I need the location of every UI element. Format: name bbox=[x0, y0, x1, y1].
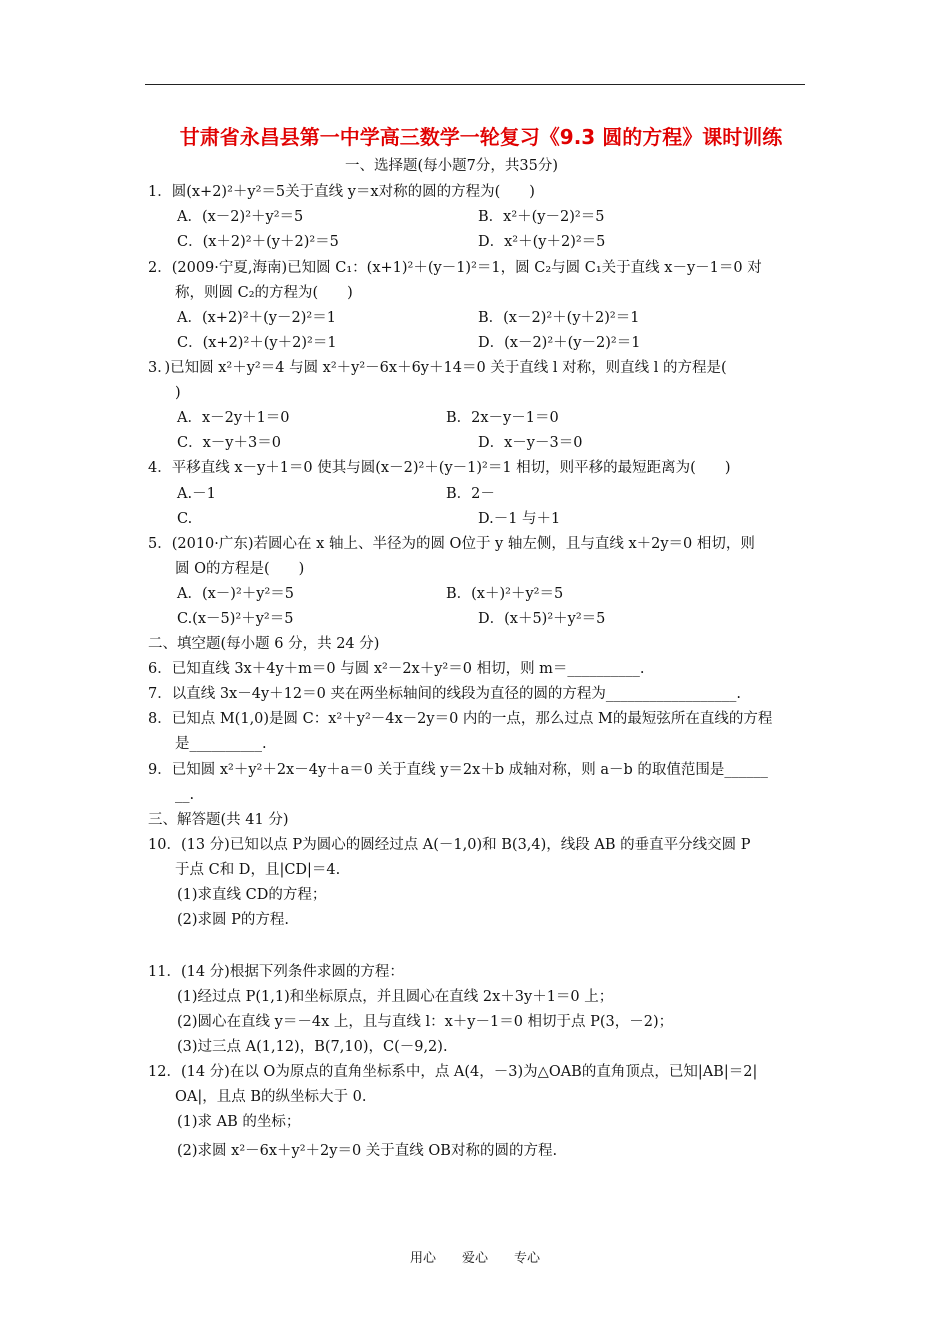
text-line: D．(x＋5)²＋y²＝5 bbox=[478, 611, 606, 627]
text-line: 12．(14 分)在以 O为原点的直角坐标系中，点 A(4，－3)为△OAB的直角顶点，已知|AB|＝2| bbox=[148, 1064, 758, 1080]
text-line: C. bbox=[177, 511, 193, 527]
text-line: 于点 C和 D，且|CD|＝4. bbox=[175, 862, 341, 878]
header-rule bbox=[145, 84, 805, 85]
text-line: D．x－y－3＝0 bbox=[478, 435, 583, 451]
text-line: 4．平移直线 x－y＋1＝0 使其与圆(x－2)²＋(y－1)²＝1 相切，则平移的最短距离为( ) bbox=[148, 460, 731, 476]
text-line: D．x²＋(y＋2)²＝5 bbox=[478, 234, 606, 250]
text-line: B．2－ bbox=[446, 486, 495, 502]
text-line: (1)求直线 CD的方程； bbox=[177, 887, 327, 903]
text-line: A．(x－)²＋y²＝5 bbox=[177, 586, 295, 602]
text-line: D．(x－2)²＋(y－2)²＝1 bbox=[478, 335, 641, 351]
text-line: ) bbox=[175, 385, 181, 401]
text-line: A．x－2y＋1＝0 bbox=[177, 410, 290, 426]
page-footer: 用心 爱心 专心 bbox=[409, 1251, 540, 1266]
text-line: (3)过三点 A(1,12)，B(7,10)，C(－9,2). bbox=[177, 1039, 448, 1055]
text-line: (2)求圆 P的方程. bbox=[177, 912, 290, 928]
text-line: 一、选择题(每小题7分，共35分) bbox=[345, 158, 558, 174]
text-line: B．2x－y－1＝0 bbox=[446, 410, 559, 426]
text-line: 称，则圆 C₂的方程为( ) bbox=[175, 285, 353, 301]
text-line: (2)求圆 x²－6x＋y²＋2y＝0 关于直线 OB对称的圆的方程. bbox=[177, 1143, 558, 1159]
text-line: __. bbox=[175, 787, 195, 803]
text-line: 圆 O的方程是( ) bbox=[175, 561, 305, 577]
text-line: A．(x+2)²＋(y－2)²＝1 bbox=[177, 310, 336, 326]
text-line: 3．)已知圆 x²＋y²＝4 与圆 x²＋y²－6x＋6y＋14＝0 关于直线 l 对称，则直线 l 的方程是( bbox=[148, 360, 727, 376]
text-line: (2)圆心在直线 y＝－4x 上，且与直线 l：x＋y－1＝0 相切于点 P(3，－2)； bbox=[177, 1014, 674, 1030]
text-line: 10．(13 分)已知以点 P为圆心的圆经过点 A(－1,0)和 B(3,4)，线段 AB 的垂直平分线交圆 P bbox=[148, 837, 751, 853]
text-line: OA|，且点 B的纵坐标大于 0. bbox=[175, 1089, 367, 1105]
text-line: A.－1 bbox=[177, 486, 216, 502]
text-line: 三、解答题(共 41 分) bbox=[148, 812, 289, 828]
text-line: C．(x＋2)²＋(y＋2)²＝5 bbox=[177, 234, 339, 250]
text-line: (1)经过点 P(1,1)和坐标原点，并且圆心在直线 2x＋3y＋1＝0 上； bbox=[177, 989, 614, 1005]
text-line: 6．已知直线 3x＋4y＋m＝0 与圆 x²－2x＋y²＝0 相切，则 m＝__________. bbox=[148, 661, 645, 677]
text-line: B．x²＋(y－2)²＝5 bbox=[478, 209, 605, 225]
text-line: B．(x－2)²＋(y＋2)²＝1 bbox=[478, 310, 640, 326]
text-line: (1)求 AB 的坐标； bbox=[177, 1114, 301, 1130]
text-line: C.(x－5)²＋y²＝5 bbox=[177, 611, 294, 627]
text-line: 二、填空题(每小题 6 分，共 24 分) bbox=[148, 636, 380, 652]
text-line: 1．圆(x+2)²＋y²＝5关于直线 y＝x对称的圆的方程为( ) bbox=[148, 184, 535, 200]
document-title: 甘肃省永昌县第一中学高三数学一轮复习《9.3 圆的方程》课时训练 bbox=[179, 125, 783, 149]
text-line: B．(x＋)²＋y²＝5 bbox=[446, 586, 564, 602]
text-line: 是__________. bbox=[175, 736, 267, 752]
text-line: 2．(2009·宁夏,海南)已知圆 C₁：(x+1)²＋(y－1)²＝1，圆 C₂与圆 C₁关于直线 x－y－1＝0 对 bbox=[148, 260, 762, 276]
text-line: A．(x－2)²＋y²＝5 bbox=[177, 209, 304, 225]
text-line: C．x－y＋3＝0 bbox=[177, 435, 281, 451]
text-line: D.－1 与＋1 bbox=[478, 511, 561, 527]
text-line: 7．以直线 3x－4y＋12＝0 夹在两坐标轴间的线段为直径的圆的方程为__________________. bbox=[148, 686, 742, 702]
text-line: 8．已知点 M(1,0)是圆 C：x²＋y²－4x－2y＝0 内的一点，那么过点 M的最短弦所在直线的方程 bbox=[148, 711, 773, 727]
text-line: C．(x+2)²＋(y＋2)²＝1 bbox=[177, 335, 337, 351]
text-line: 5．(2010·广东)若圆心在 x 轴上、半径为的圆 O位于 y 轴左侧，且与直线 x＋2y＝0 相切，则 bbox=[148, 536, 755, 552]
text-line: 9．已知圆 x²＋y²＋2x－4y＋a＝0 关于直线 y＝2x＋b 成轴对称，则 a－b 的取值范围是______ bbox=[148, 762, 768, 778]
text-line: 11．(14 分)根据下列条件求圆的方程： bbox=[148, 964, 404, 980]
